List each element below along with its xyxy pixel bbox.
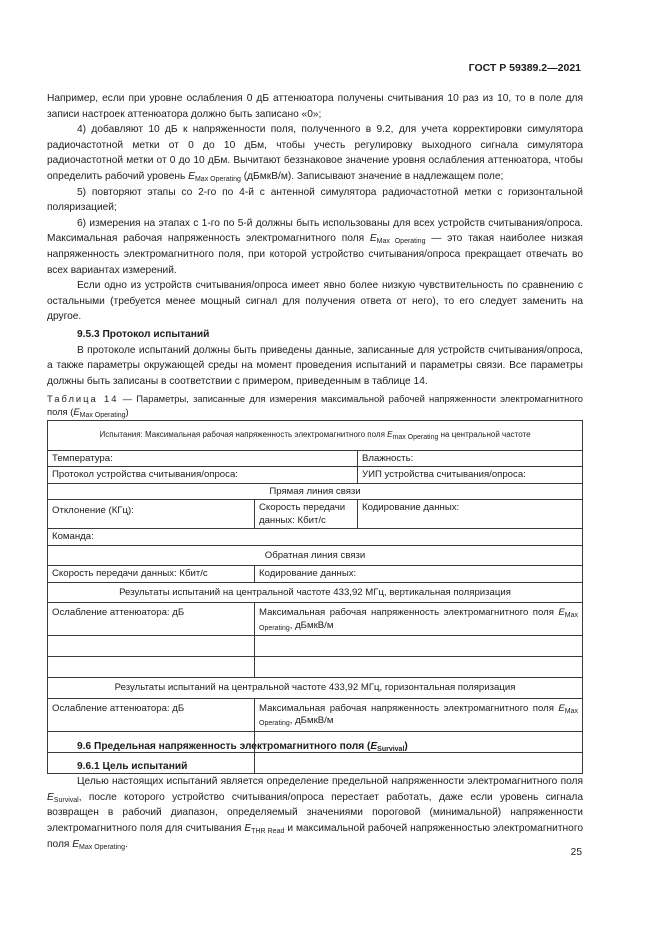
table-row bbox=[48, 698, 583, 731]
body-text bbox=[47, 91, 583, 774]
paragraph: Если одно из устройств считывания/опроса имеет явно более низкую чувствительность по сравнению с остальными (требуется менее мощный сигнал для получения ответа от него), то его следует заменить на другое. bbox=[47, 280, 583, 323]
table-cell: Максимальная рабочая напряженность электромагнитного поля $E_{Max Operating}$, дБмкВ/м bbox=[255, 698, 583, 731]
table-row bbox=[48, 467, 583, 484]
table-row bbox=[48, 545, 583, 566]
table-cell: Скорость передачи данных: Кбит/с bbox=[48, 566, 255, 583]
table-cell: Протокол устройства считывания/опроса: bbox=[48, 467, 358, 484]
table-cell: Ослабление аттенюатора: дБ bbox=[48, 698, 255, 731]
table-row bbox=[48, 603, 583, 636]
table-row bbox=[48, 421, 583, 451]
table-cell: Максимальная рабочая напряженность электромагнитного поля $E_{Max Operating}$, дБмкВ/м bbox=[255, 603, 583, 636]
table-cell: Результаты испытаний на центральной частоте 433,92 МГц, горизонтальная поляризация bbox=[48, 678, 583, 699]
paragraph: 4) добавляют 10 дБ к напряженности поля, полученного в 9.2, для учета корректировки симулятора радиочастотной метки от 0 до 10 дБм, чтобы учесть регулировку выходного сигнала симулятора радиочастотной метки от 0 до 10 дБм. Вычитают беззнаковое значение уровня ослабления аттенюатора, чтобы определить рабочий уровень $E_{Max Operating}$ (дБмкВ/м). Записывают значение в надлежащем поле; bbox=[47, 124, 583, 183]
paragraph: 5) повторяют этапы со 2-го по 4-й с антенной симулятора радиочастотной метки с горизонтальной поляризацией; bbox=[47, 186, 583, 214]
table-cell bbox=[48, 636, 255, 657]
table-row bbox=[48, 529, 583, 546]
paragraph: В протоколе испытаний должны быть приведены данные, записанные для устройств считывания/опроса, а также параметры окружающей среды на момент проведения испытаний и параметры связи. Все параметры должны быть записаны в соответствии с примером, приведенным в таблице 14. bbox=[47, 344, 583, 387]
subsection-heading: 9.6.1 Цель испытаний bbox=[77, 760, 188, 772]
table-cell bbox=[48, 657, 255, 678]
table-cell: Результаты испытаний на центральной частоте 433,92 МГц, вертикальная поляризация bbox=[48, 582, 583, 603]
table-cell: Температура: bbox=[48, 450, 358, 467]
table-row bbox=[48, 566, 583, 583]
table-cell: УИП устройства считывания/опроса: bbox=[358, 467, 583, 484]
table-row bbox=[48, 636, 583, 657]
table-cell: Прямая линия связи bbox=[48, 483, 583, 500]
table-cell: Команда: bbox=[48, 529, 583, 546]
table-row bbox=[48, 678, 583, 699]
table-row bbox=[48, 582, 583, 603]
table-row bbox=[48, 657, 583, 678]
page-number: 25 bbox=[570, 847, 582, 858]
table-head: Испытания: Максимальная рабочая напряженность электромагнитного поля $E_{max Operating}$ на центральной частоте bbox=[48, 421, 583, 451]
table-row bbox=[48, 500, 583, 529]
table-row bbox=[48, 450, 583, 467]
table-row bbox=[48, 483, 583, 500]
table-cell bbox=[255, 657, 583, 678]
table-caption: Таблица 14 — Параметры, записанные для измерения максимальной рабочей напряженности электромагнитного поля $(E_{Max Operating})$ bbox=[47, 393, 583, 419]
table-cell: Влажность: bbox=[358, 450, 583, 467]
table-cell bbox=[255, 636, 583, 657]
table-cell: Кодирование данных: bbox=[255, 566, 583, 583]
table-cell: Отклонение (КГц): bbox=[48, 500, 255, 529]
paragraph: Целью настоящих испытаний является определение предельной напряженности электромагнитного поля $E_{Survival}$, после которого устройство считывания/опроса перестает работать, даже если уровень сигнала возвращен в рабочий диапазон, определяемый значениями пороговой (минимальной) напряженности электромагнитного поля для считывания $E_{THR Read}$ и максимальной рабочей напряженностью электромагнитного поля $E_{Max Operating}$. bbox=[47, 776, 583, 851]
section-9-6 bbox=[47, 737, 583, 852]
paragraph: Например, если при уровне ослабления 0 дБ аттенюатора получены считывания 10 раз из 10, то в поле для записи настроек аттенюатора должно быть записано «0»; bbox=[47, 93, 583, 120]
section-heading: 9.6 Предельная напряженность электромагнитного поля $(E_{Survival})$ bbox=[77, 741, 408, 753]
document-code: ГОСТ Р 59389.2—2021 bbox=[468, 62, 581, 74]
table-cell: Скорость передачи данных: Кбит/с bbox=[255, 500, 358, 529]
section-heading: 9.5.3 Протокол испытаний bbox=[77, 328, 210, 340]
parameters-table bbox=[47, 420, 583, 774]
table-cell: Обратная линия связи bbox=[48, 545, 583, 566]
paragraph: 6) измерения на этапах с 1-го по 5-й должны быть использованы для всех устройств считывания/опроса. Максимальная рабочая напряженность электромагнитного поля $E_{Max Operating}$ — это такая наиболее низкая напряженность электромагнитного поля, при которой устройство считывания/опроса прекращает отвечать во всех вариантах измерений. bbox=[47, 217, 583, 276]
table-cell: Ослабление аттенюатора: дБ bbox=[48, 603, 255, 636]
table-cell: Кодирование данных: bbox=[358, 500, 583, 529]
